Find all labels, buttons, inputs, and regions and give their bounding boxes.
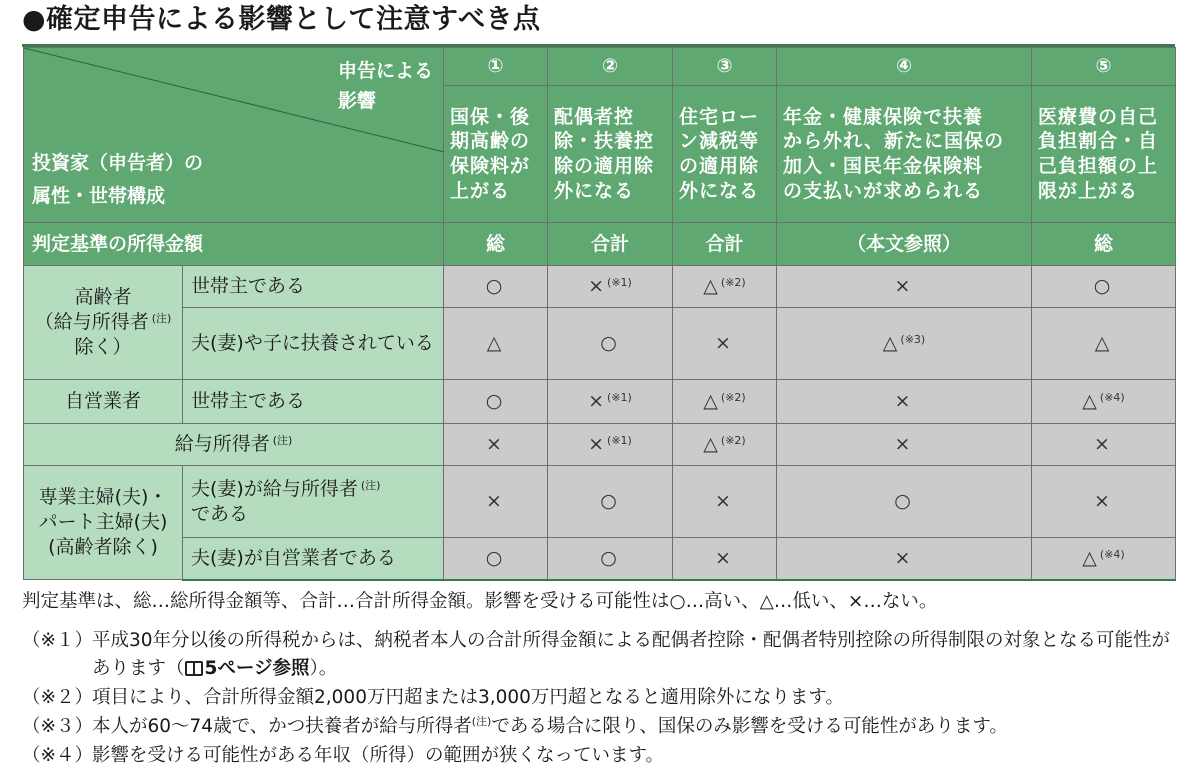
col-num-4: ④: [777, 48, 1032, 86]
table-cell: ×: [1032, 466, 1176, 538]
legend-text: 判定基準は、総…総所得金額等、合計…合計所得金額。影響を受ける可能性は○…高い、△…低い、×…ない。: [22, 591, 938, 612]
table-cell: △: [1032, 308, 1176, 380]
col-desc-1: 国保・後 期高齢の 保険料が 上がる: [444, 86, 548, 223]
table-cell: ○: [444, 266, 548, 308]
table-cell: ○: [444, 538, 548, 580]
col-desc-3: 住宅ロー ン減税等 の適用除 外になる: [673, 86, 777, 223]
criterion-5: 総: [1032, 223, 1176, 266]
table-cell: △: [444, 308, 548, 380]
table-cell: ○: [1032, 266, 1176, 308]
row-sub-label: 夫(妻)や子に扶養されている: [183, 308, 444, 380]
criterion-4: （本文参照）: [777, 223, 1032, 266]
impact-table: [23, 47, 1176, 581]
table-cell: △ $^{(※4)}$: [1032, 380, 1176, 424]
table-cell: △ $^{(※2)}$: [673, 380, 777, 424]
criterion-1: 総: [444, 223, 548, 266]
table-cell: ×: [673, 538, 777, 580]
row-sub-label: 夫(妻)が自営業者である: [183, 538, 444, 580]
row-sub-label: 世帯主である: [183, 380, 444, 424]
col-desc-5: 医療費の自己 負担割合・自 己負担額の上 限が上がる: [1032, 86, 1176, 223]
table-cell: △ $^{(※4)}$: [1032, 538, 1176, 580]
col-num-3: ③: [673, 48, 777, 86]
group-salaried: 給与所得者 $^{(注)}$: [24, 424, 444, 466]
table-cell: ×: [673, 308, 777, 380]
page-title: ●確定申告による影響として注意すべき点: [22, 4, 541, 35]
table-cell: ×: [1032, 424, 1176, 466]
note-2: （※２） 項目により、合計所得金額2,000万円超または3,000万円超となると適用除外になります。: [22, 687, 844, 709]
book-icon: [185, 661, 203, 676]
table-cell: ×: [673, 466, 777, 538]
col-num-1: ①: [444, 48, 548, 86]
table-cell: ×: [777, 424, 1032, 466]
impact-label: 申告による 影響: [337, 60, 433, 113]
table-cell: ○: [548, 308, 673, 380]
note-3: （※３） 本人が60〜74歳で、かつ扶養者が給与所得者$^{(注)}$である場合に限り、国保のみ影響を受ける可能性があります。: [22, 714, 1008, 737]
table-cell: ○: [548, 466, 673, 538]
header-corner: [24, 48, 444, 223]
note-1: （※１） 平成30年分以後の所得税からは、納税者本人の合計所得金額による配偶者控除・配偶者特別控除の所得制限の対象となる可能性があります（ 5ページ参照）。: [22, 629, 1171, 680]
group-homemaker: 専業主婦(夫)・ パート主婦(夫) (高齢者除く): [24, 466, 183, 580]
group-self-employed: 自営業者: [24, 380, 183, 424]
table-cell: ○: [548, 538, 673, 580]
col-desc-2: 配偶者控 除・扶養控 除の適用除 外になる: [548, 86, 673, 223]
table-cell: △ $^{(※3)}$: [777, 308, 1032, 380]
table-cell: ×: [777, 266, 1032, 308]
table-cell: ○: [444, 380, 548, 424]
investor-label: 投資家（申告者）の 属性・世帯構成: [32, 152, 204, 207]
table-cell: △ $^{(※2)}$: [673, 424, 777, 466]
group-elderly: 高齢者 （給与所得者 $^{(注)}$ 除く）: [24, 266, 183, 380]
row-sub-label: 夫(妻)が給与所得者 $^{(注)}$ である: [183, 466, 444, 538]
criterion-2: 合計: [548, 223, 673, 266]
table-cell: × $^{(※1)}$: [548, 266, 673, 308]
table-cell: ×: [444, 466, 548, 538]
table-cell: ×: [444, 424, 548, 466]
criterion-3: 合計: [673, 223, 777, 266]
col-desc-4: 年金・健康保険で扶養 から外れ、新たに国保の 加入・国民年金保険料 の支払いが求められる: [777, 86, 1032, 223]
table-cell: × $^{(※1)}$: [548, 424, 673, 466]
table-cell: ×: [777, 538, 1032, 580]
table-cell: △ $^{(※2)}$: [673, 266, 777, 308]
table-cell: ○: [777, 466, 1032, 538]
note-4: （※４） 影響を受ける可能性がある年収（所得）の範囲が狭くなっています。: [22, 744, 665, 766]
col-num-2: ②: [548, 48, 673, 86]
table-cell: × $^{(※1)}$: [548, 380, 673, 424]
table-cell: ×: [777, 380, 1032, 424]
row-sub-label: 世帯主である: [183, 266, 444, 308]
criterion-label: 判定基準の所得金額: [24, 223, 444, 266]
notes-section: [22, 588, 1182, 770]
col-num-5: ⑤: [1032, 48, 1176, 86]
